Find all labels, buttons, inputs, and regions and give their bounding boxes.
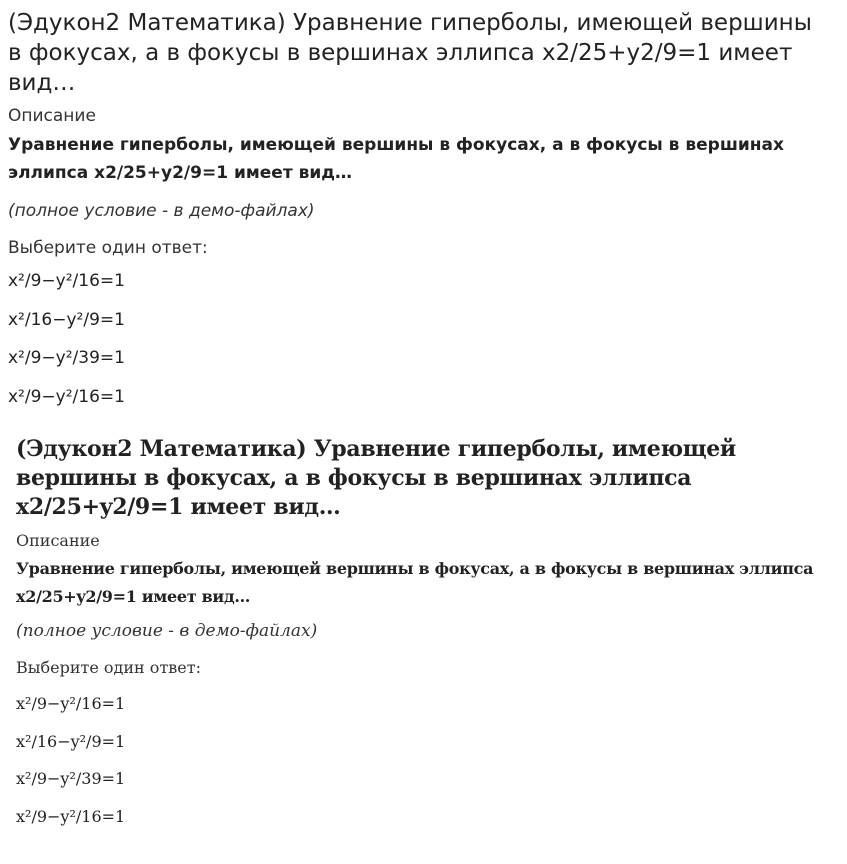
question-title: (Эдукон2 Математика) Уравнение гиперболы, имеющей вершины в фокусах, а в фокусы в вершинах эллипса x2/25+y2/9=1 имеет вид…: [16, 436, 736, 520]
answer-options: [16, 693, 824, 843]
answer-option-1[interactable]: x²/9−y²/16=1: [16, 694, 126, 713]
demo-note: (полное условие - в демо-файлах): [8, 201, 315, 221]
answer-option-3[interactable]: x²/9−y²/39=1: [8, 348, 125, 368]
answer-options: [8, 270, 832, 424]
answer-option-4[interactable]: x²/9−y²/16=1: [8, 386, 125, 407]
answer-option-1[interactable]: x²/9−y²/16=1: [8, 271, 125, 291]
answer-option-3[interactable]: x²/9−y²/39=1: [16, 769, 126, 788]
description-text: Уравнение гиперболы, имеющей вершины в фокусах, а в фокусы в вершинах эллипса x2/25+y2/9=1 имеет вид…: [8, 135, 784, 183]
answer-prompt: Выберите один ответ:: [8, 238, 208, 258]
question-block-serif: [0, 435, 840, 843]
answer-prompt: Выберите один ответ:: [16, 658, 202, 677]
description-label: Описание: [8, 106, 96, 126]
answer-option-4[interactable]: x²/9−y²/16=1: [16, 806, 126, 826]
answer-option-2[interactable]: x²/16−y²/9=1: [16, 731, 126, 751]
question-title: (Эдукон2 Математика) Уравнение гиперболы, имеющей вершины в фокусах, а в фокусы в вершинах эллипса x2/25+y2/9=1 имеет вид…: [8, 10, 812, 96]
description-text: Уравнение гиперболы, имеющей вершины в фокусах, а в фокусы в вершинах эллипса x2/25+y2/9=1 имеет вид…: [16, 559, 814, 606]
description-label: Описание: [16, 531, 100, 550]
demo-note: (полное условие - в демо-файлах): [16, 621, 318, 641]
question-block-sans: [0, 0, 840, 424]
answer-option-2[interactable]: x²/16−y²/9=1: [8, 309, 125, 330]
